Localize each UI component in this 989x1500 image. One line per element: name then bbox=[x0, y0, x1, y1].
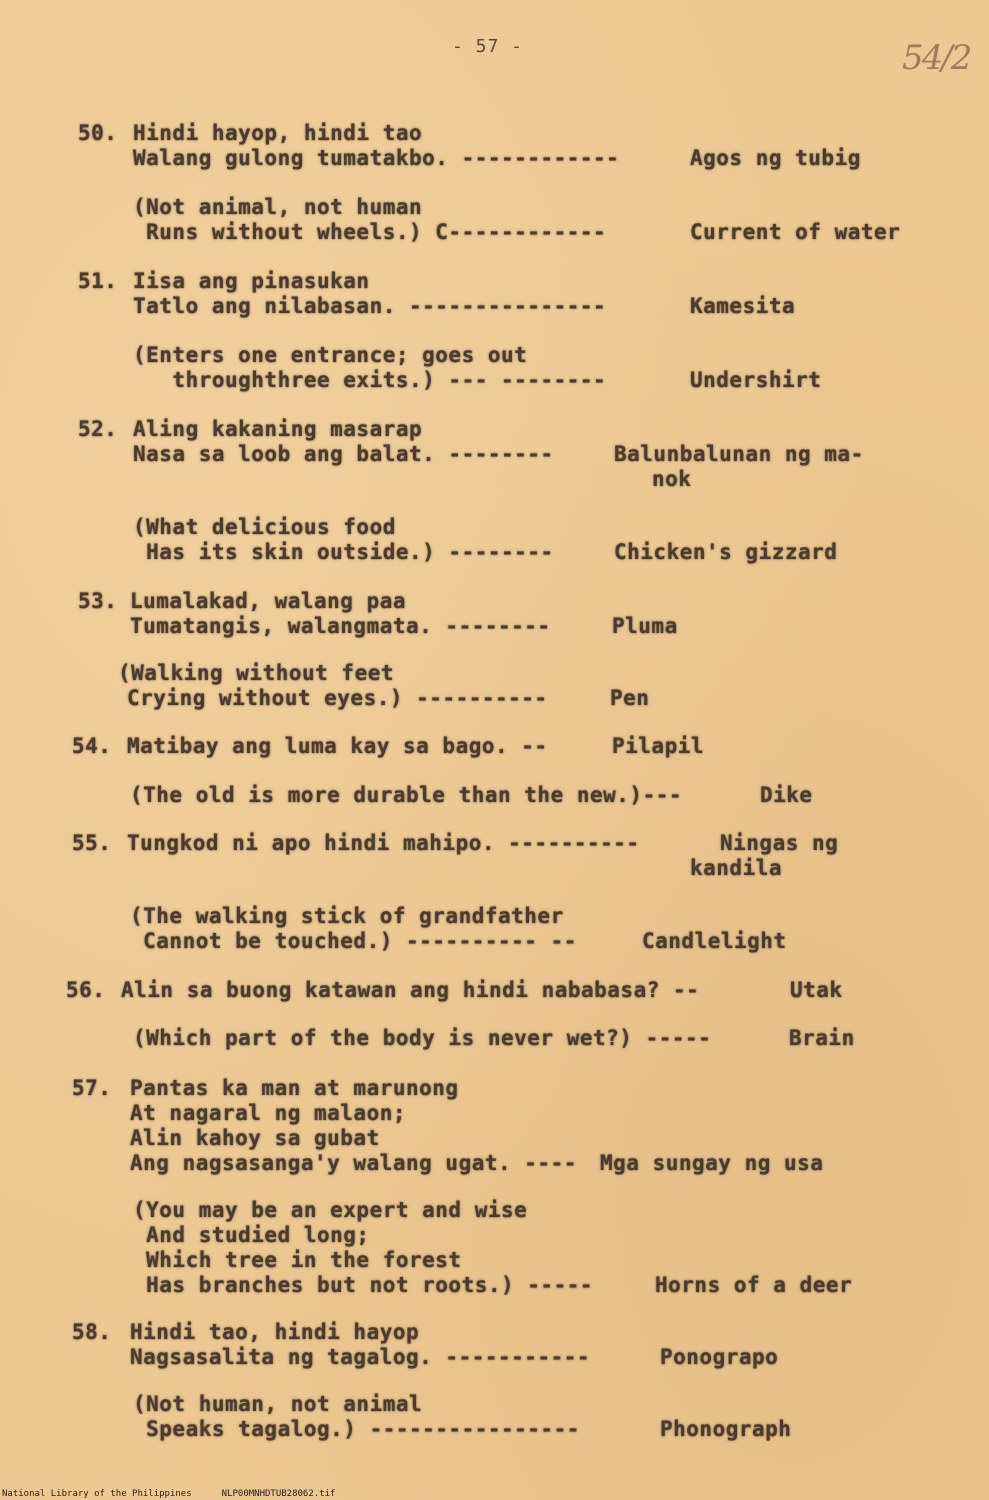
page-number: - 57 - bbox=[452, 36, 524, 57]
english-line: (Which part of the body is never wet?) ----- bbox=[133, 1026, 712, 1050]
tagalog-line: Walang gulong tumatakbo. ------------ bbox=[133, 146, 620, 170]
riddle-number: 50. bbox=[78, 121, 118, 145]
tagalog-line: Ang nagsasanga'y walang ugat. ---- bbox=[130, 1151, 577, 1175]
english-line: Has branches but not roots.) ----- bbox=[133, 1273, 594, 1297]
tagalog-line: Tatlo ang nilabasan. --------------- bbox=[133, 294, 607, 318]
tagalog-line: Nasa sa loob ang balat. -------- bbox=[133, 442, 554, 466]
english-line: (The old is more durable than the new.)--- bbox=[130, 783, 683, 807]
tagalog-line: Alin kahoy sa gubat bbox=[130, 1126, 380, 1150]
english-line: (Enters one entrance; goes out bbox=[133, 343, 528, 367]
tagalog-answer: Kamesita bbox=[690, 294, 796, 318]
tagalog-line: Matibay ang luma kay sa bago. -- bbox=[127, 734, 548, 758]
tagalog-line: Nagsasalita ng tagalog. ----------- bbox=[130, 1345, 591, 1369]
tagalog-answer: Ponograpo bbox=[660, 1345, 779, 1369]
tagalog-line: Hindi hayop, hindi tao bbox=[133, 121, 423, 145]
tagalog-answer: Ningas ng bbox=[720, 831, 839, 855]
english-answer: Chicken's gizzard bbox=[614, 540, 838, 564]
riddle-number: 52. bbox=[78, 417, 118, 441]
english-line: Has its skin outside.) -------- bbox=[133, 540, 554, 564]
english-answer: Undershirt bbox=[690, 368, 822, 392]
english-line: throughthree exits.) --- -------- bbox=[133, 368, 607, 392]
english-answer: Brain bbox=[789, 1026, 855, 1050]
scan-footer bbox=[2, 1489, 335, 1499]
english-answer: Phonograph bbox=[660, 1417, 792, 1441]
english-line: (Not human, not animal bbox=[133, 1392, 423, 1416]
tagalog-answer: Mga sungay ng usa bbox=[600, 1151, 824, 1175]
english-line: And studied long; bbox=[133, 1223, 370, 1247]
english-line: Runs without wheels.) C------------ bbox=[133, 220, 607, 244]
library-credit: National Library of the Philippines bbox=[2, 1489, 192, 1499]
english-answer: Dike bbox=[760, 783, 813, 807]
riddle-number: 54. bbox=[72, 734, 112, 758]
english-answer: Candlelight bbox=[642, 929, 787, 953]
english-line: (Walking without feet bbox=[118, 661, 395, 685]
english-line: Crying without eyes.) ---------- bbox=[127, 686, 548, 710]
tagalog-line: Tumatangis, walangmata. -------- bbox=[130, 614, 551, 638]
tagalog-line: Hindi tao, hindi hayop bbox=[130, 1320, 420, 1344]
english-line: Cannot be touched.) ---------- -- bbox=[130, 929, 577, 953]
english-line: (What delicious food bbox=[133, 515, 396, 539]
tagalog-line: At nagaral ng malaon; bbox=[130, 1101, 407, 1125]
tagalog-line: Lumalakad, walang paa bbox=[130, 589, 407, 613]
riddle-number: 57. bbox=[72, 1076, 112, 1100]
english-line: Speaks tagalog.) ---------------- bbox=[133, 1417, 580, 1441]
tagalog-answer: Agos ng tubig bbox=[690, 146, 861, 170]
scan-filename: NLP00MNHDTUB28062.tif bbox=[221, 1489, 336, 1499]
tagalog-line: Alin sa buong katawan ang hindi nababasa? -- bbox=[121, 978, 700, 1002]
tagalog-answer: Balunbalunan ng ma- bbox=[614, 442, 864, 466]
tagalog-answer: Pluma bbox=[612, 614, 678, 638]
english-answer: Pen bbox=[610, 686, 650, 710]
riddle-number: 55. bbox=[72, 831, 112, 855]
tagalog-answer-continued: nok bbox=[652, 467, 692, 491]
tagalog-answer: Utak bbox=[790, 978, 843, 1002]
english-line: (The walking stick of grandfather bbox=[130, 904, 564, 928]
english-line: (You may be an expert and wise bbox=[133, 1198, 528, 1222]
tagalog-answer: Pilapil bbox=[612, 734, 705, 758]
tagalog-line: Pantas ka man at marunong bbox=[130, 1076, 459, 1100]
riddle-number: 51. bbox=[78, 269, 118, 293]
riddle-number: 53. bbox=[78, 589, 118, 613]
tagalog-answer-continued: kandila bbox=[690, 856, 783, 880]
handwritten-page-number: 54/2 bbox=[902, 38, 971, 78]
english-answer: Current of water bbox=[690, 220, 901, 244]
english-line: Which tree in the forest bbox=[133, 1248, 462, 1272]
tagalog-line: Iisa ang pinasukan bbox=[133, 269, 370, 293]
english-answer: Horns of a deer bbox=[655, 1273, 853, 1297]
english-line: (Not animal, not human bbox=[133, 195, 423, 219]
riddle-number: 56. bbox=[66, 978, 106, 1002]
tagalog-line: Aling kakaning masarap bbox=[133, 417, 423, 441]
riddle-number: 58. bbox=[72, 1320, 112, 1344]
tagalog-line: Tungkod ni apo hindi mahipo. ---------- bbox=[127, 831, 640, 855]
